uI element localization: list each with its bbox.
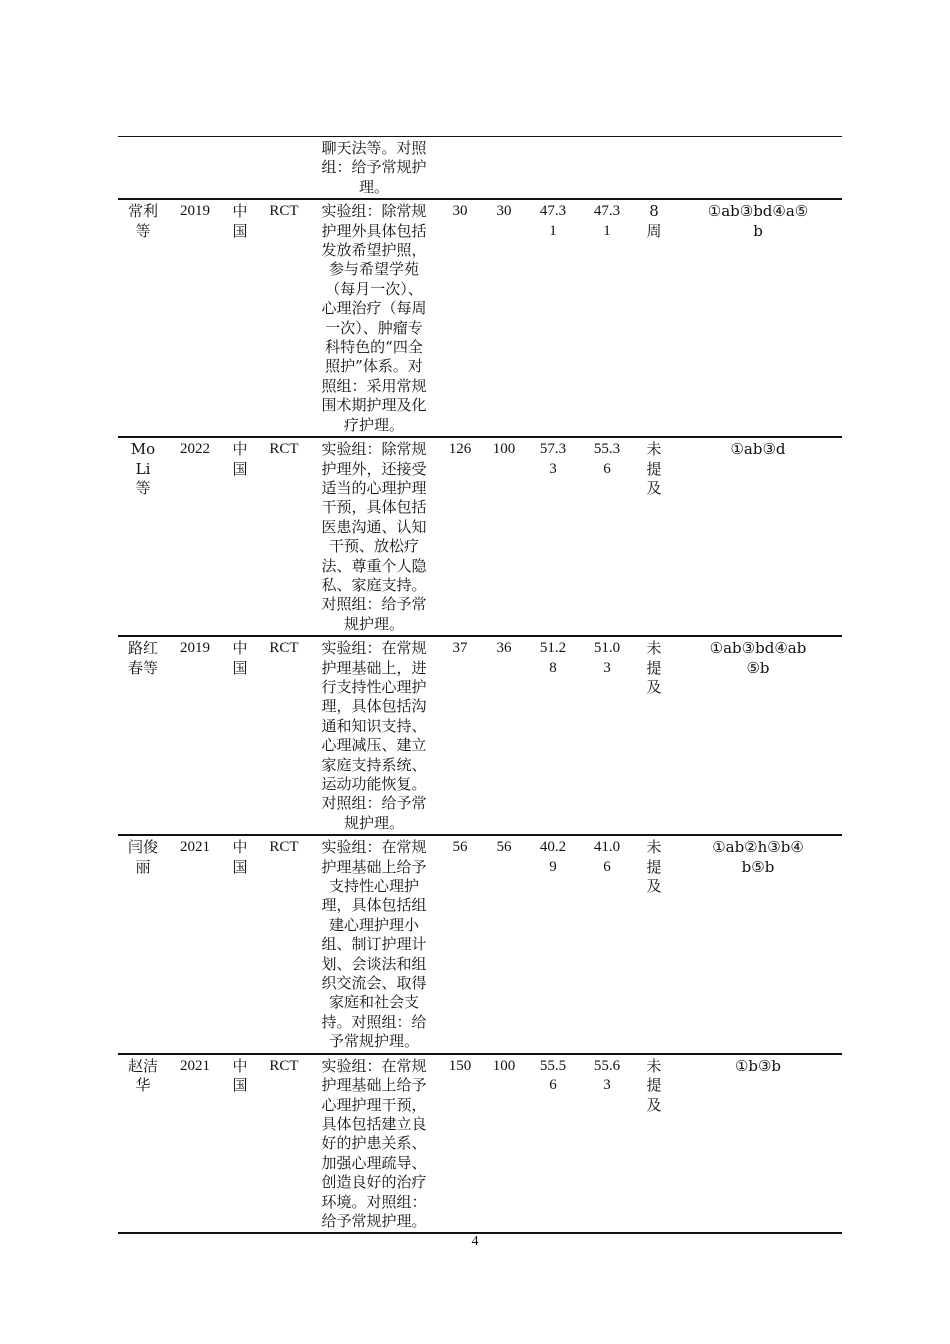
control-n-cell: 30 <box>496 203 512 220</box>
country-cell: 中 国 <box>232 440 248 478</box>
intervention-cell: 实验组：在常规 护理基础上给予 支持性心理护 理，具体包括组 建心理护理小 组、制订护理计 划、会谈法和组 织交流会、取得 家庭和社会支 持。对照组：给 予常规护理。 <box>321 838 427 1051</box>
author-cell <box>118 137 168 200</box>
author-cell: 赵洁 华 <box>127 1056 158 1095</box>
study-characteristics-table <box>118 136 842 1234</box>
control-age-cell: 41.0 6 <box>593 839 621 875</box>
experimental-age-cell: 51.2 8 <box>539 640 567 676</box>
study-type-cell: RCT <box>269 203 299 220</box>
experimental-age-cell: 40.2 9 <box>539 839 567 875</box>
experimental-n-cell <box>438 137 482 200</box>
study-type-cell: RCT <box>269 441 299 458</box>
experimental-age-cell <box>526 137 580 200</box>
experimental-n-cell: 126 <box>448 441 472 458</box>
experimental-n-cell: 150 <box>448 1057 472 1074</box>
country-cell: 中 国 <box>232 639 248 677</box>
intervention-cell: 实验组：除常规 护理外具体包括 发放希望护照， 参与希望学苑 （每月一次）、 心理治疗（每周 一次）、肿瘤专 科特色的“四全 照护”体系。对 照组：采用常规 围术期护理及化 疗护理。 <box>321 202 427 434</box>
outcome-cell: ①b③b <box>734 1056 782 1075</box>
duration-cell: 未 提 及 <box>646 639 662 696</box>
study-type-cell: RCT <box>269 640 299 657</box>
duration-cell: 8 周 <box>646 202 662 240</box>
control-n-cell <box>482 137 526 200</box>
table-row <box>118 199 842 437</box>
table-row <box>118 437 842 636</box>
intervention-cell: 实验组：在常规 护理基础上，进 行支持性心理护 理，具体包括沟 通和知识支持、 心理减压、建立 家庭支持系统、 运动功能恢复。 对照组：给予常 规护理。 <box>321 639 427 832</box>
duration-cell: 未 提 及 <box>646 1056 662 1114</box>
outcome-cell: ①ab③bd④ab ⑤b <box>709 639 807 677</box>
intervention-cell: 实验组：除常规 护理外，还接受 适当的心理护理 干预，具体包括 医患沟通、认知 干预、放松疗 法、尊重个人隐 私、家庭支持。 对照组：给予常 规护理。 <box>321 440 427 633</box>
control-n-cell: 56 <box>496 839 512 856</box>
author-cell: 路红 春等 <box>127 639 158 677</box>
experimental-n-cell: 37 <box>452 640 468 657</box>
study-type-cell: RCT <box>269 1057 299 1074</box>
intervention-cell: 实验组：在常规 护理基础上给予 心理护理干预， 具体包括建立良 好的护患关系、 加强心理疏导、 创造良好的治疗 环境。对照组： 给予常规护理。 <box>321 1056 427 1230</box>
country-cell <box>222 137 258 200</box>
year-cell <box>168 137 222 200</box>
table-row <box>118 636 842 835</box>
control-age-cell: 51.0 3 <box>593 640 621 676</box>
control-n-cell: 100 <box>492 1057 516 1074</box>
experimental-n-cell: 30 <box>452 203 468 220</box>
study-type-cell <box>258 137 310 200</box>
table-row <box>118 835 842 1053</box>
year-cell: 2022 <box>180 441 210 458</box>
table-row <box>118 137 842 200</box>
outcome-cell: ①ab③d <box>730 440 786 459</box>
outcome-cell <box>674 137 842 200</box>
year-cell: 2019 <box>180 640 210 657</box>
duration-cell: 未 提 及 <box>646 838 662 896</box>
table-row <box>118 1054 842 1234</box>
control-n-cell: 100 <box>492 441 516 458</box>
intervention-cell: 聊天法等。对照 组：给予常规护 理。 <box>321 139 427 196</box>
experimental-n-cell: 56 <box>452 839 468 856</box>
country-cell: 中 国 <box>232 838 248 876</box>
year-cell: 2021 <box>180 1057 210 1074</box>
experimental-age-cell: 57.3 3 <box>539 441 567 477</box>
study-type-cell: RCT <box>269 839 299 856</box>
control-age-cell: 47.3 1 <box>593 203 621 239</box>
country-cell: 中 国 <box>232 202 248 240</box>
control-age-cell: 55.6 3 <box>593 1057 621 1094</box>
outcome-cell: ①ab③bd④a⑤ b <box>707 202 809 240</box>
experimental-age-cell: 47.3 1 <box>539 203 567 239</box>
experimental-age-cell: 55.5 6 <box>539 1057 567 1094</box>
author-cell: 常利 等 <box>127 202 158 240</box>
page-number: 4 <box>471 1234 479 1249</box>
author-cell: Mo Li 等 <box>130 440 156 497</box>
country-cell: 中 国 <box>232 1056 248 1095</box>
year-cell: 2021 <box>180 839 210 856</box>
control-age-cell <box>580 137 634 200</box>
duration-cell: 未 提 及 <box>646 440 662 497</box>
control-n-cell: 36 <box>496 640 512 657</box>
author-cell: 闫俊 丽 <box>127 838 158 876</box>
control-age-cell: 55.3 6 <box>593 441 621 477</box>
outcome-cell: ①ab②h③b④ b⑤b <box>712 838 804 876</box>
year-cell: 2019 <box>180 203 210 220</box>
duration-cell <box>634 137 674 200</box>
